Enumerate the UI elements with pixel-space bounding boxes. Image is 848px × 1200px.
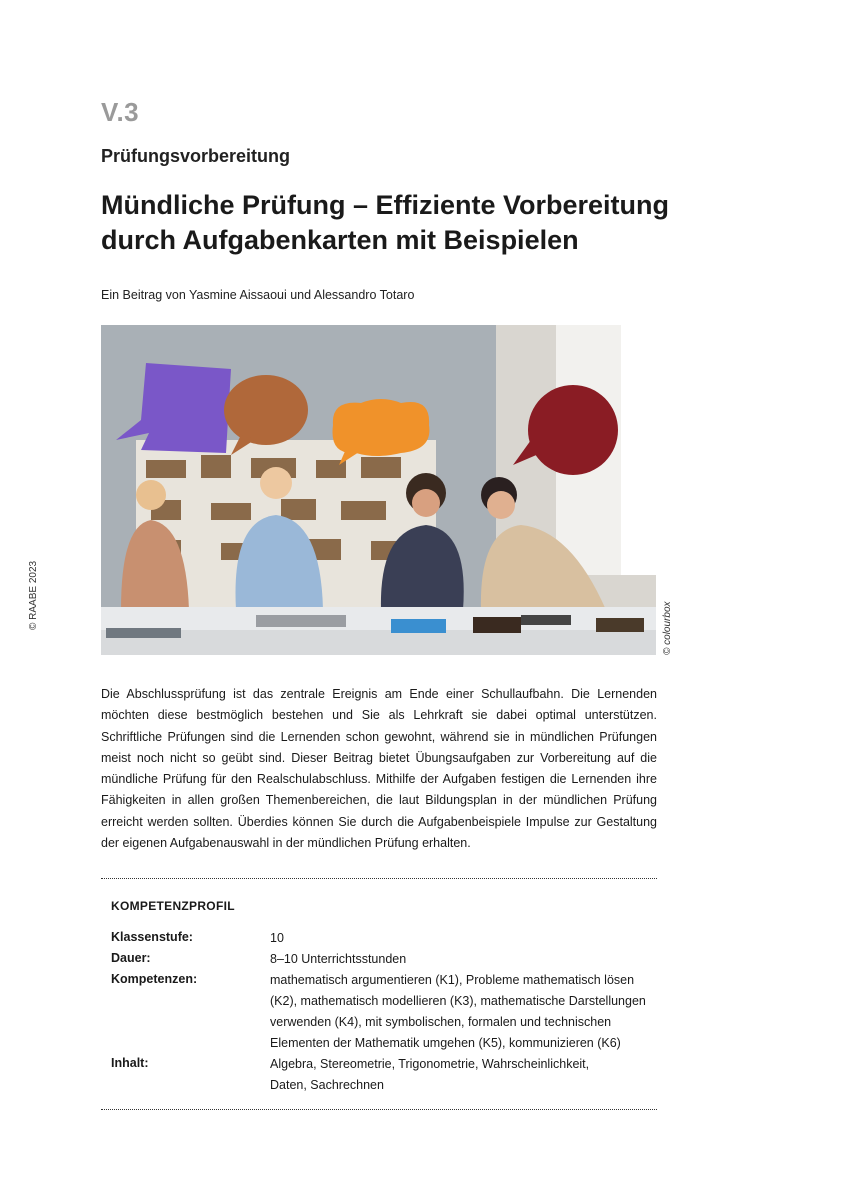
section-number: V.3: [101, 97, 140, 127]
document-title: [101, 188, 701, 258]
profile-label-grade: Klassenstufe:: [111, 930, 193, 944]
copyright-text: © RAABE 2023: [28, 560, 39, 630]
photo-credit-text: © colourbox: [662, 601, 673, 655]
profile-value-duration: 8–10 Unterrichtsstunden: [270, 952, 407, 966]
profile-value-content: Algebra, Stereometrie, Trigonometrie, Wahrscheinlichkeit, Daten, Sachrechnen: [270, 1057, 590, 1092]
profile-value-competences: mathematisch argumentieren (K1), Probleme mathematisch lösen (K2), mathematisch modellieren (K3), mathematische Darstellungen verwenden (K4), mit symbolischen, formalen und technischen Elementen der Mathematik umgehen (K5), kommunizieren (K6): [270, 973, 646, 1050]
profile-value-grade: 10: [270, 931, 284, 945]
dotted-divider-bottom: [101, 1109, 657, 1110]
profile-heading: KOMPETENZPROFIL: [111, 899, 235, 913]
document-subtitle: Prüfungsvorbereitung: [101, 146, 291, 166]
dotted-divider-top: [101, 878, 657, 879]
classroom-photo: [101, 325, 656, 655]
copyright-notice: [28, 560, 48, 730]
title-line-2: durch Aufgabenkarten mit Beispielen: [101, 225, 579, 255]
profile-label-duration: Dauer:: [111, 951, 151, 965]
profile-label-content: Inhalt:: [111, 1056, 149, 1070]
photo-credit: [662, 601, 678, 755]
intro-paragraph: Die Abschlussprüfung ist das zentrale Ereignis am Ende einer Schullaufbahn. Die Lernenden möchten diese bestmöglich bestehen und Sie als Lehrkraft sie dabei optimal unterstützen. Schriftliche Prüfungen sind die Lernenden schon gewohnt, während sie in mündlichen Prüfungen meist noch nicht so geübt sind. Dieser Beitrag bietet Übungsaufgaben zur Vorbereitung auf die mündliche Prüfung für den Realschulabschluss. Mithilfe der Aufgaben festigen die Lernenden ihre Fähigkeiten in allen großen Themenbereichen, die laut Bildungsplan in der mündlichen Prüfung erreicht werden sollten. Überdies können Sie durch die Aufgabenbeispiele Impulse zur Gestaltung der eigenen Aufgabenauswahl in der mündlichen Prüfung erhalten.: [101, 687, 657, 851]
title-line-1: Mündliche Prüfung – Effiziente Vorbereitung: [101, 190, 670, 220]
author-byline: Ein Beitrag von Yasmine Aissaoui und Alessandro Totaro: [101, 288, 415, 302]
profile-label-competences: Kompetenzen:: [111, 972, 198, 986]
